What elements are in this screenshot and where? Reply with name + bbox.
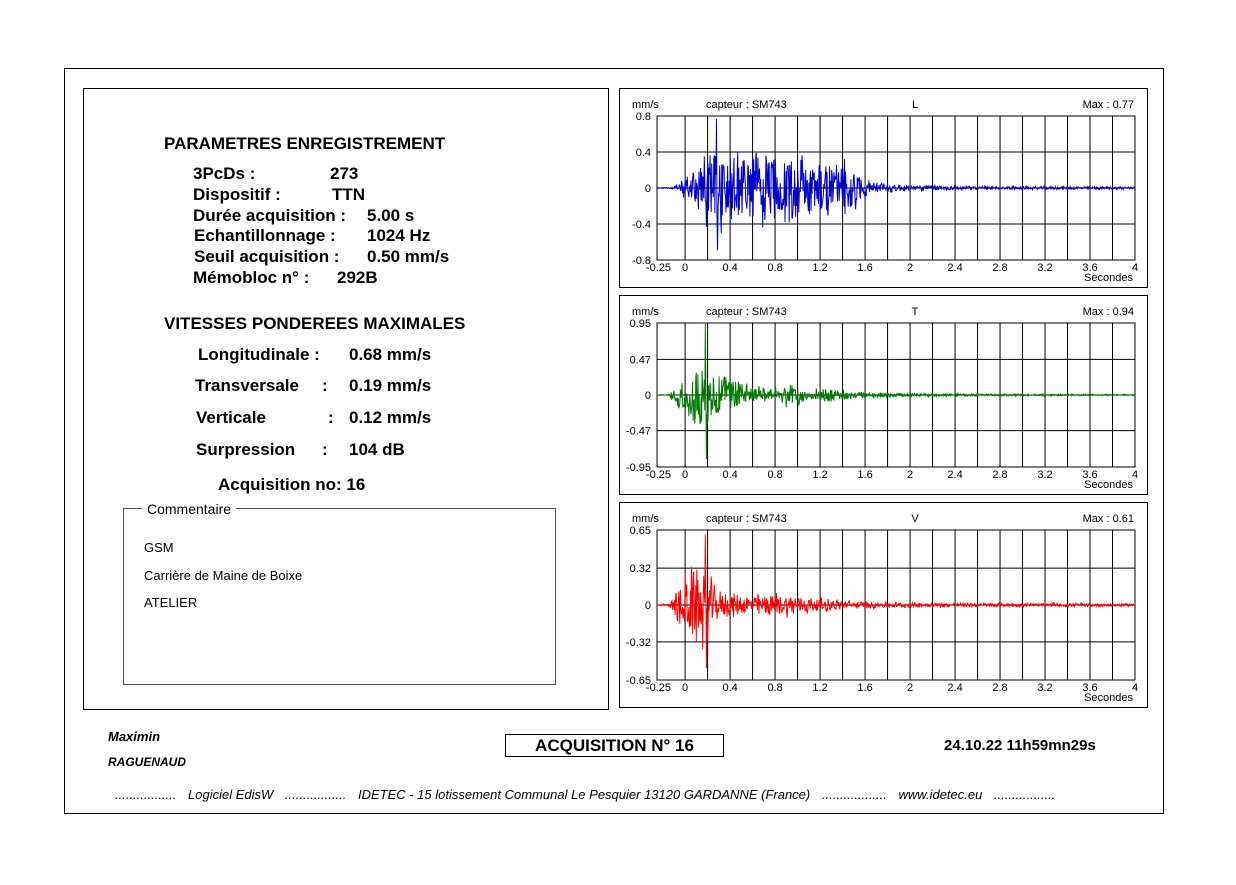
vitesse-label: Verticale (196, 408, 266, 427)
param-label: Mémobloc n° : (193, 268, 310, 287)
max-label: Max : 0.77 (1082, 99, 1134, 111)
waveform-series (657, 324, 1135, 459)
param-label: Seuil acquisition : (194, 247, 340, 266)
footer-address: IDETEC - 15 lotissement Communal Le Pesquier 13120 GARDANNE (France) (357, 787, 811, 802)
y-tick-label: 0.65 (629, 525, 651, 537)
y-tick-label: 0.4 (635, 147, 651, 159)
param-value: 5.00 s (367, 206, 415, 225)
x-tick-label: 1.6 (857, 262, 873, 274)
y-tick-label: 0.47 (629, 354, 651, 367)
waveform-series (657, 535, 1135, 669)
x-tick-label: 4 (1131, 682, 1139, 694)
operator-last-name: RAGUENAUD (108, 755, 186, 769)
x-tick-label: 4 (1131, 469, 1139, 481)
chart-svg (620, 296, 1147, 494)
acquisition-box: ACQUISITION N° 16 (505, 734, 724, 757)
param-value: 292B (337, 268, 378, 287)
waveform-series (657, 119, 1135, 251)
footer-dots: ................. (993, 787, 1056, 802)
footer-credits (115, 787, 1063, 802)
x-tick-label: 2 (906, 469, 914, 481)
x-tick-label: 3.2 (1037, 682, 1053, 694)
chart-channel-t (619, 295, 1148, 495)
sensor-label: capteur : SM743 (706, 513, 787, 525)
x-tick-label: 3.2 (1037, 262, 1053, 274)
vitesse-colon: : (328, 408, 334, 427)
footer-dots: .................. (821, 787, 887, 802)
vitesse-colon: : (322, 376, 328, 395)
chart-svg (620, 89, 1147, 287)
param-label: Echantillonnage : (194, 226, 336, 245)
x-tick-label: 3.6 (1082, 682, 1098, 694)
x-tick-label: -0.25 (645, 682, 671, 694)
y-tick-label: -0.32 (625, 636, 651, 649)
y-tick-label: 0 (644, 183, 651, 195)
y-tick-label: 0 (644, 390, 651, 402)
x-tick-label: 1.6 (857, 469, 873, 481)
x-tick-label: 1.2 (812, 262, 828, 274)
param-label: 3PcDs : (193, 164, 256, 183)
x-tick-label: 2.4 (947, 469, 963, 481)
x-tick-label: 0.8 (767, 682, 783, 694)
x-tick-label: 1.2 (812, 469, 828, 481)
x-tick-label: -0.25 (645, 469, 671, 481)
chart-channel-v (619, 502, 1148, 708)
vitesse-value: 0.68 mm/s (349, 345, 432, 364)
x-tick-label: 1.6 (857, 682, 873, 694)
vitesse-label: Transversale (195, 376, 299, 395)
operator-first-name: Maximin (108, 729, 161, 744)
comment-legend: Commentaire (142, 500, 236, 518)
x-axis-label: Secondes (1084, 479, 1133, 491)
footer-website: www.idetec.eu (898, 787, 983, 802)
param-value: 1024 Hz (367, 226, 431, 245)
y-unit-label: mm/s (632, 513, 659, 525)
x-tick-label: 2.8 (992, 682, 1008, 694)
chart-channel-l (619, 88, 1148, 288)
params-title: PARAMETRES ENREGISTREMENT (164, 134, 446, 153)
vitesses-title: VITESSES PONDEREES MAXIMALES (164, 314, 466, 333)
max-label: Max : 0.94 (1082, 306, 1134, 318)
x-tick-label: 0 (682, 682, 689, 694)
x-tick-label: 0.4 (722, 682, 738, 694)
y-unit-label: mm/s (632, 99, 659, 111)
vitesse-value: 104 dB (349, 440, 405, 459)
param-label: Durée acquisition : (193, 206, 347, 225)
x-tick-label: 2.4 (947, 262, 963, 274)
footer-software: Logiciel EdisW (188, 787, 274, 802)
y-tick-label: -0.4 (632, 219, 651, 231)
y-tick-label: 0 (644, 600, 651, 612)
x-tick-label: 0 (682, 469, 689, 481)
sensor-label: capteur : SM743 (706, 99, 787, 111)
comment-line: ATELIER (144, 595, 198, 610)
footer-dots: ................. (284, 787, 347, 802)
x-tick-label: 2.8 (992, 262, 1008, 274)
vitesse-label: Longitudinale : (198, 345, 320, 364)
x-tick-label: 3.6 (1082, 469, 1098, 481)
vitesse-colon: : (322, 440, 328, 459)
y-unit-label: mm/s (632, 306, 659, 318)
x-tick-label: 2.4 (947, 682, 963, 694)
y-tick-label: -0.65 (625, 675, 651, 687)
y-tick-label: 0.8 (635, 111, 651, 123)
comment-line: GSM (144, 540, 174, 555)
vitesse-value: 0.12 mm/s (349, 408, 432, 427)
chart-svg (620, 503, 1147, 707)
param-value: 0.50 mm/s (367, 247, 450, 266)
channel-label: T (911, 306, 919, 318)
acquisition-number: Acquisition no: 16 (218, 475, 366, 494)
datetime: 24.10.22 11h59mn29s (944, 737, 1096, 754)
x-tick-label: 2 (906, 262, 914, 274)
param-label: Dispositif : (193, 185, 281, 204)
vitesse-label: Surpression (196, 440, 296, 459)
y-tick-label: -0.47 (625, 425, 651, 438)
x-tick-label: 0.8 (767, 469, 783, 481)
sensor-label: capteur : SM743 (706, 306, 787, 318)
y-tick-label: -0.95 (625, 462, 651, 474)
y-tick-label: -0.8 (632, 255, 651, 267)
x-tick-label: 0.4 (722, 262, 738, 274)
y-tick-label: 0.32 (629, 563, 651, 576)
x-tick-label: -0.25 (645, 262, 671, 274)
x-tick-label: 4 (1131, 262, 1139, 274)
max-label: Max : 0.61 (1082, 513, 1134, 525)
x-tick-label: 0.8 (767, 262, 783, 274)
vitesse-value: 0.19 mm/s (349, 376, 432, 395)
x-tick-label: 2.8 (992, 469, 1008, 481)
x-tick-label: 2 (906, 682, 914, 694)
x-tick-label: 3.2 (1037, 469, 1053, 481)
channel-label: V (911, 513, 919, 525)
footer-dots: ................. (115, 787, 177, 802)
comment-line: Carrière de Maine de Boixe (144, 568, 303, 583)
y-tick-label: 0.95 (629, 318, 651, 330)
x-tick-label: 0 (682, 262, 689, 274)
x-axis-label: Secondes (1084, 272, 1133, 284)
x-tick-label: 3.6 (1082, 262, 1098, 274)
param-value: 273 (330, 164, 359, 183)
channel-label: L (911, 99, 919, 111)
x-axis-label: Secondes (1084, 692, 1133, 704)
x-tick-label: 0.4 (722, 469, 738, 481)
param-value: TTN (332, 185, 366, 204)
x-tick-label: 1.2 (812, 682, 828, 694)
